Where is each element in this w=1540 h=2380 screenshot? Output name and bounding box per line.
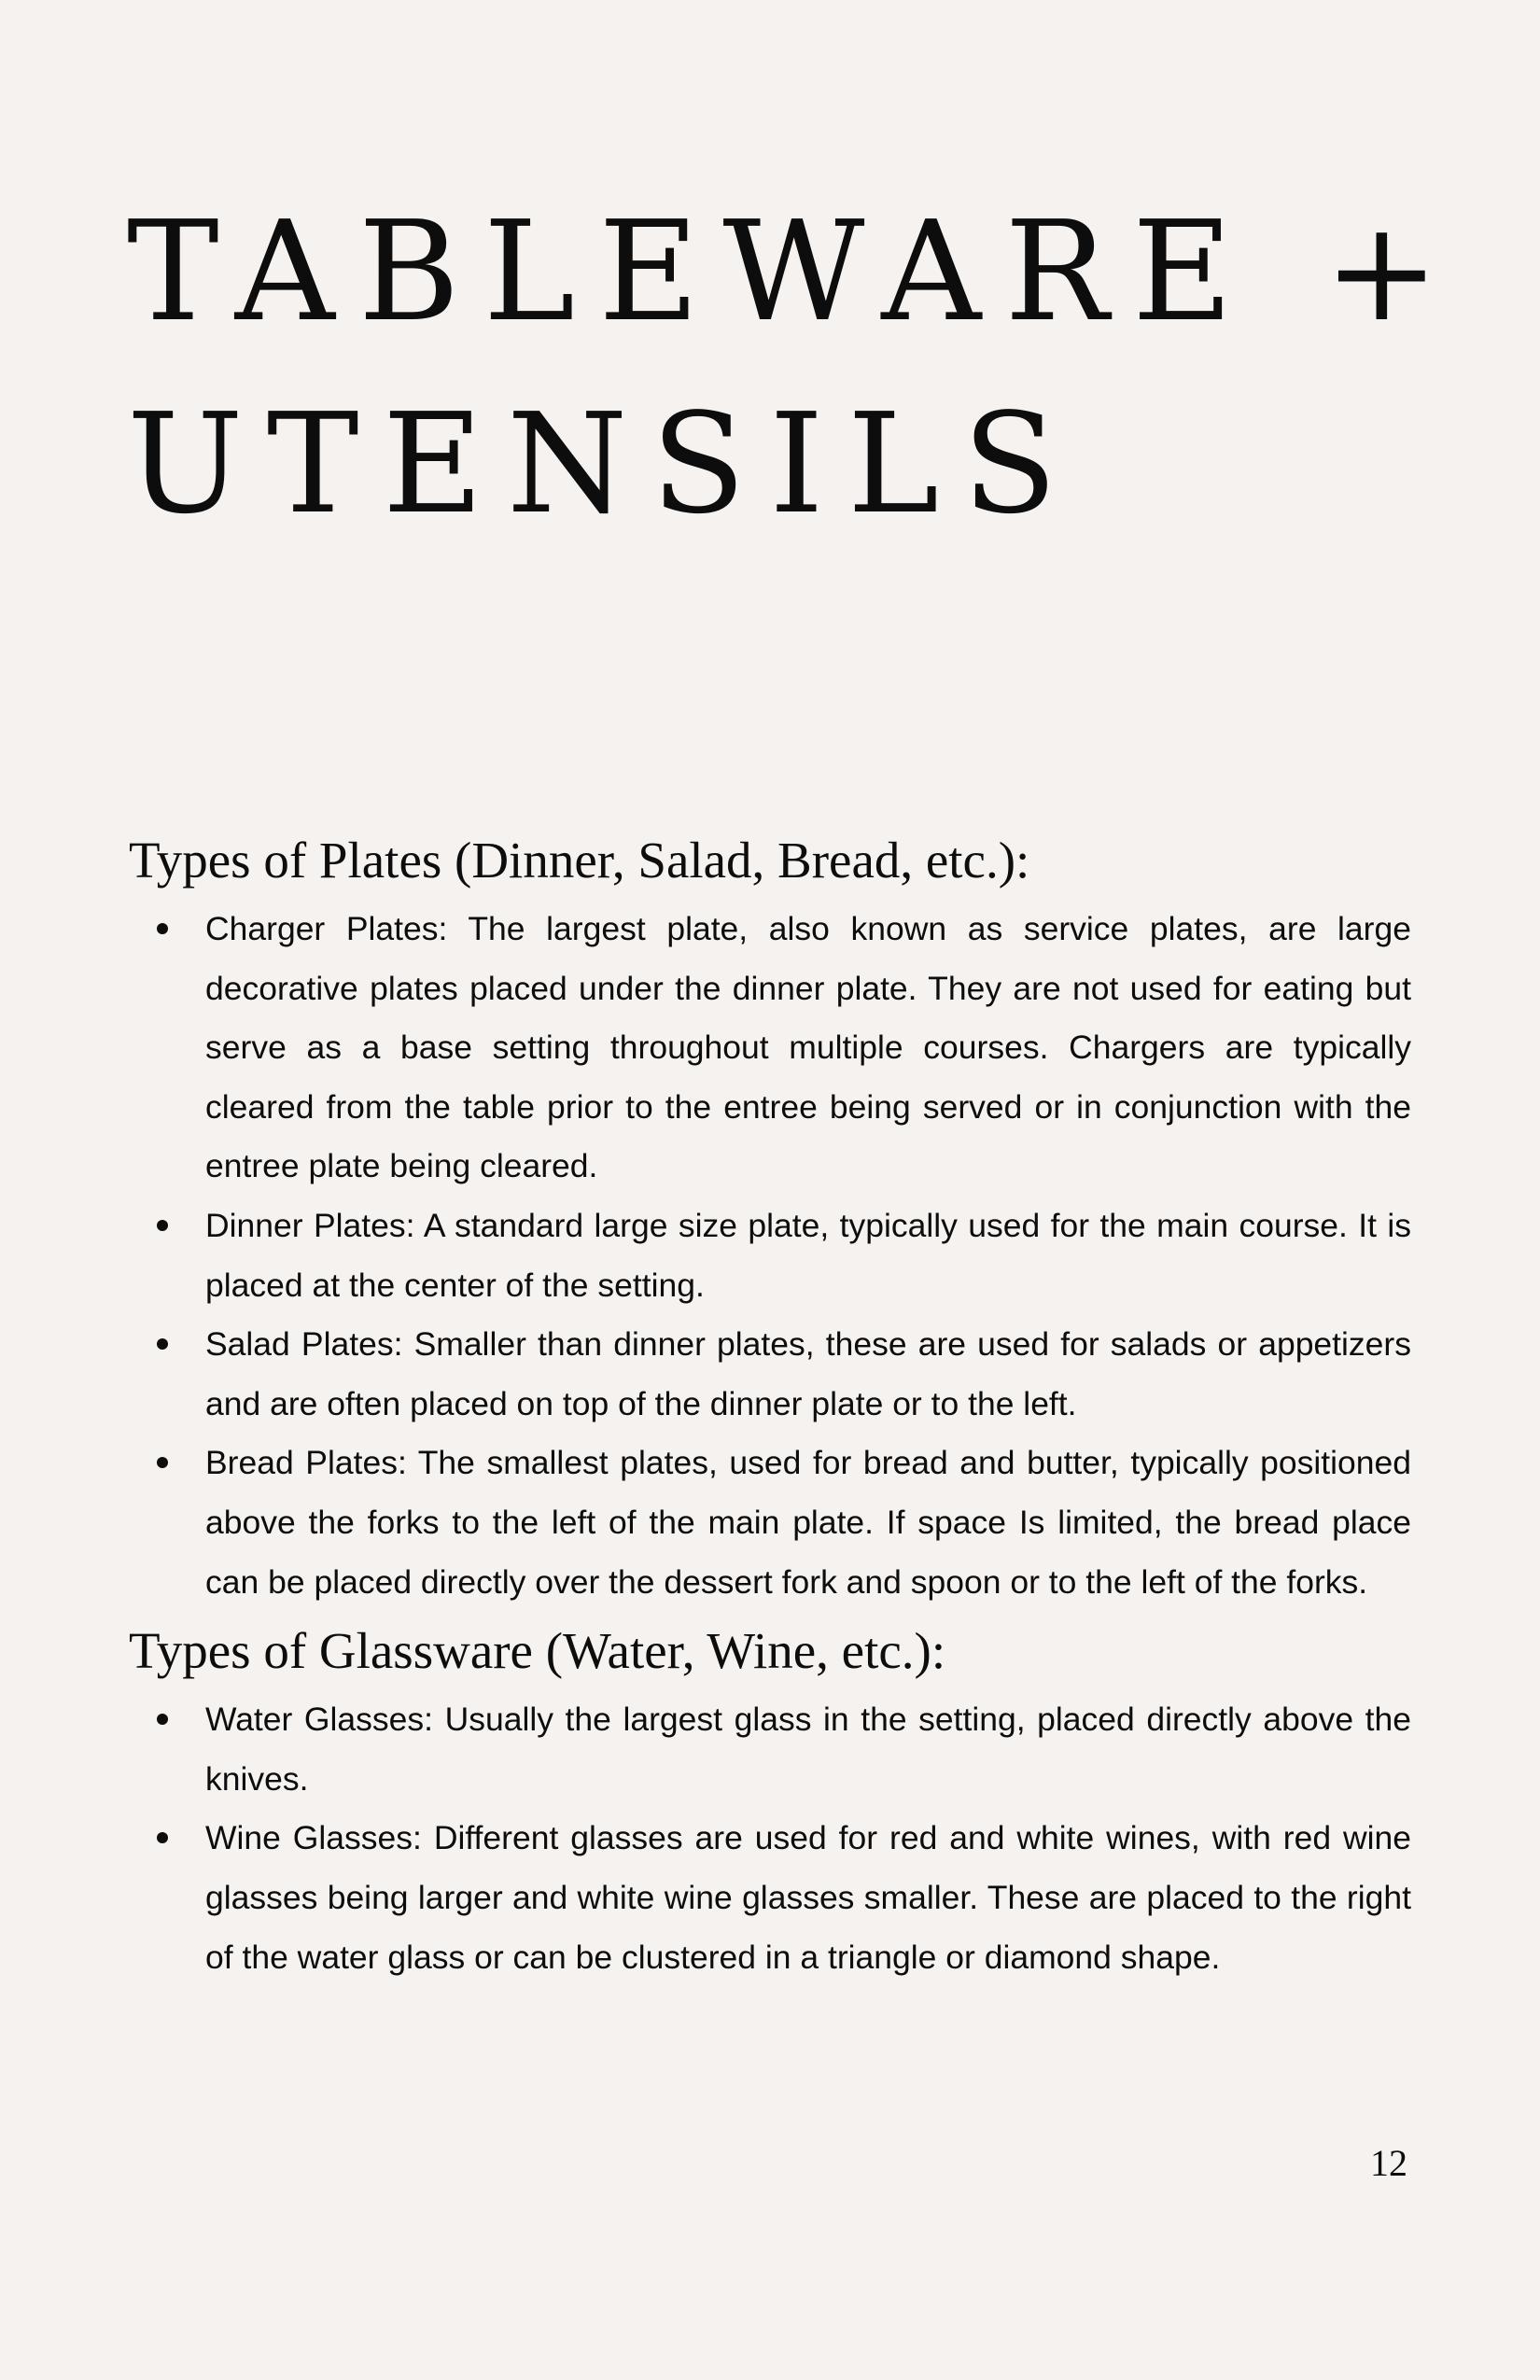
page-title	[127, 175, 1463, 560]
plates-list	[129, 900, 1411, 1612]
bullet-icon	[157, 1220, 168, 1231]
list-item-text: Salad Plates: Smaller than dinner plates, these are used for salads or appetizers and are often placed on top of the dinner plate or to the left.	[205, 1325, 1411, 1422]
glassware-list	[129, 1690, 1411, 1987]
list-item	[129, 1197, 1411, 1315]
list-item-text: Bread Plates: The smallest plates, used for bread and butter, typically positioned above the forks to the left of the main plate. If space Is limited, the bread place can be placed directly over the dessert fork and spoon or to the left of the forks.	[205, 1444, 1411, 1601]
page-number: 12	[1370, 2142, 1407, 2184]
list-item-text: Water Glasses: Usually the largest glass in the setting, placed directly above the knives.	[205, 1701, 1411, 1798]
list-item	[129, 900, 1411, 1197]
list-item	[129, 1315, 1411, 1434]
main-content	[129, 821, 1411, 1987]
title-line-1: TABLEWARE +	[127, 191, 1463, 352]
list-item	[129, 1434, 1411, 1612]
list-item-text: Dinner Plates: A standard large size plate, typically used for the main course. It is placed at the center of the setting.	[205, 1206, 1411, 1304]
list-item	[129, 1809, 1411, 1987]
list-item-text: Charger Plates: The largest plate, also known as service plates, are large decorative plates placed under the dinner plate. They are not used for eating but serve as a base setting throughout multiple courses. Chargers are typically cleared from the table prior to the entree being served or in conjunction with the entree plate being cleared.	[205, 910, 1411, 1185]
list-item	[129, 1690, 1411, 1809]
bullet-icon	[157, 1714, 168, 1725]
bullet-icon	[157, 1832, 168, 1843]
bullet-icon	[157, 1338, 168, 1350]
section-heading-plates: Types of Plates (Dinner, Salad, Bread, etc.):	[129, 832, 1030, 889]
bullet-icon	[157, 1457, 168, 1468]
section-heading-glassware: Types of Glassware (Water, Wine, etc.):	[129, 1622, 946, 1680]
title-line-2: UTENSILS	[127, 384, 1081, 544]
bullet-icon	[157, 923, 168, 934]
list-item-text: Wine Glasses: Different glasses are used for red and white wines, with red wine glasses being larger and white wine glasses smaller. These are placed to the right of the water glass or can be clustered in a triangle or diamond shape.	[205, 1819, 1411, 1976]
